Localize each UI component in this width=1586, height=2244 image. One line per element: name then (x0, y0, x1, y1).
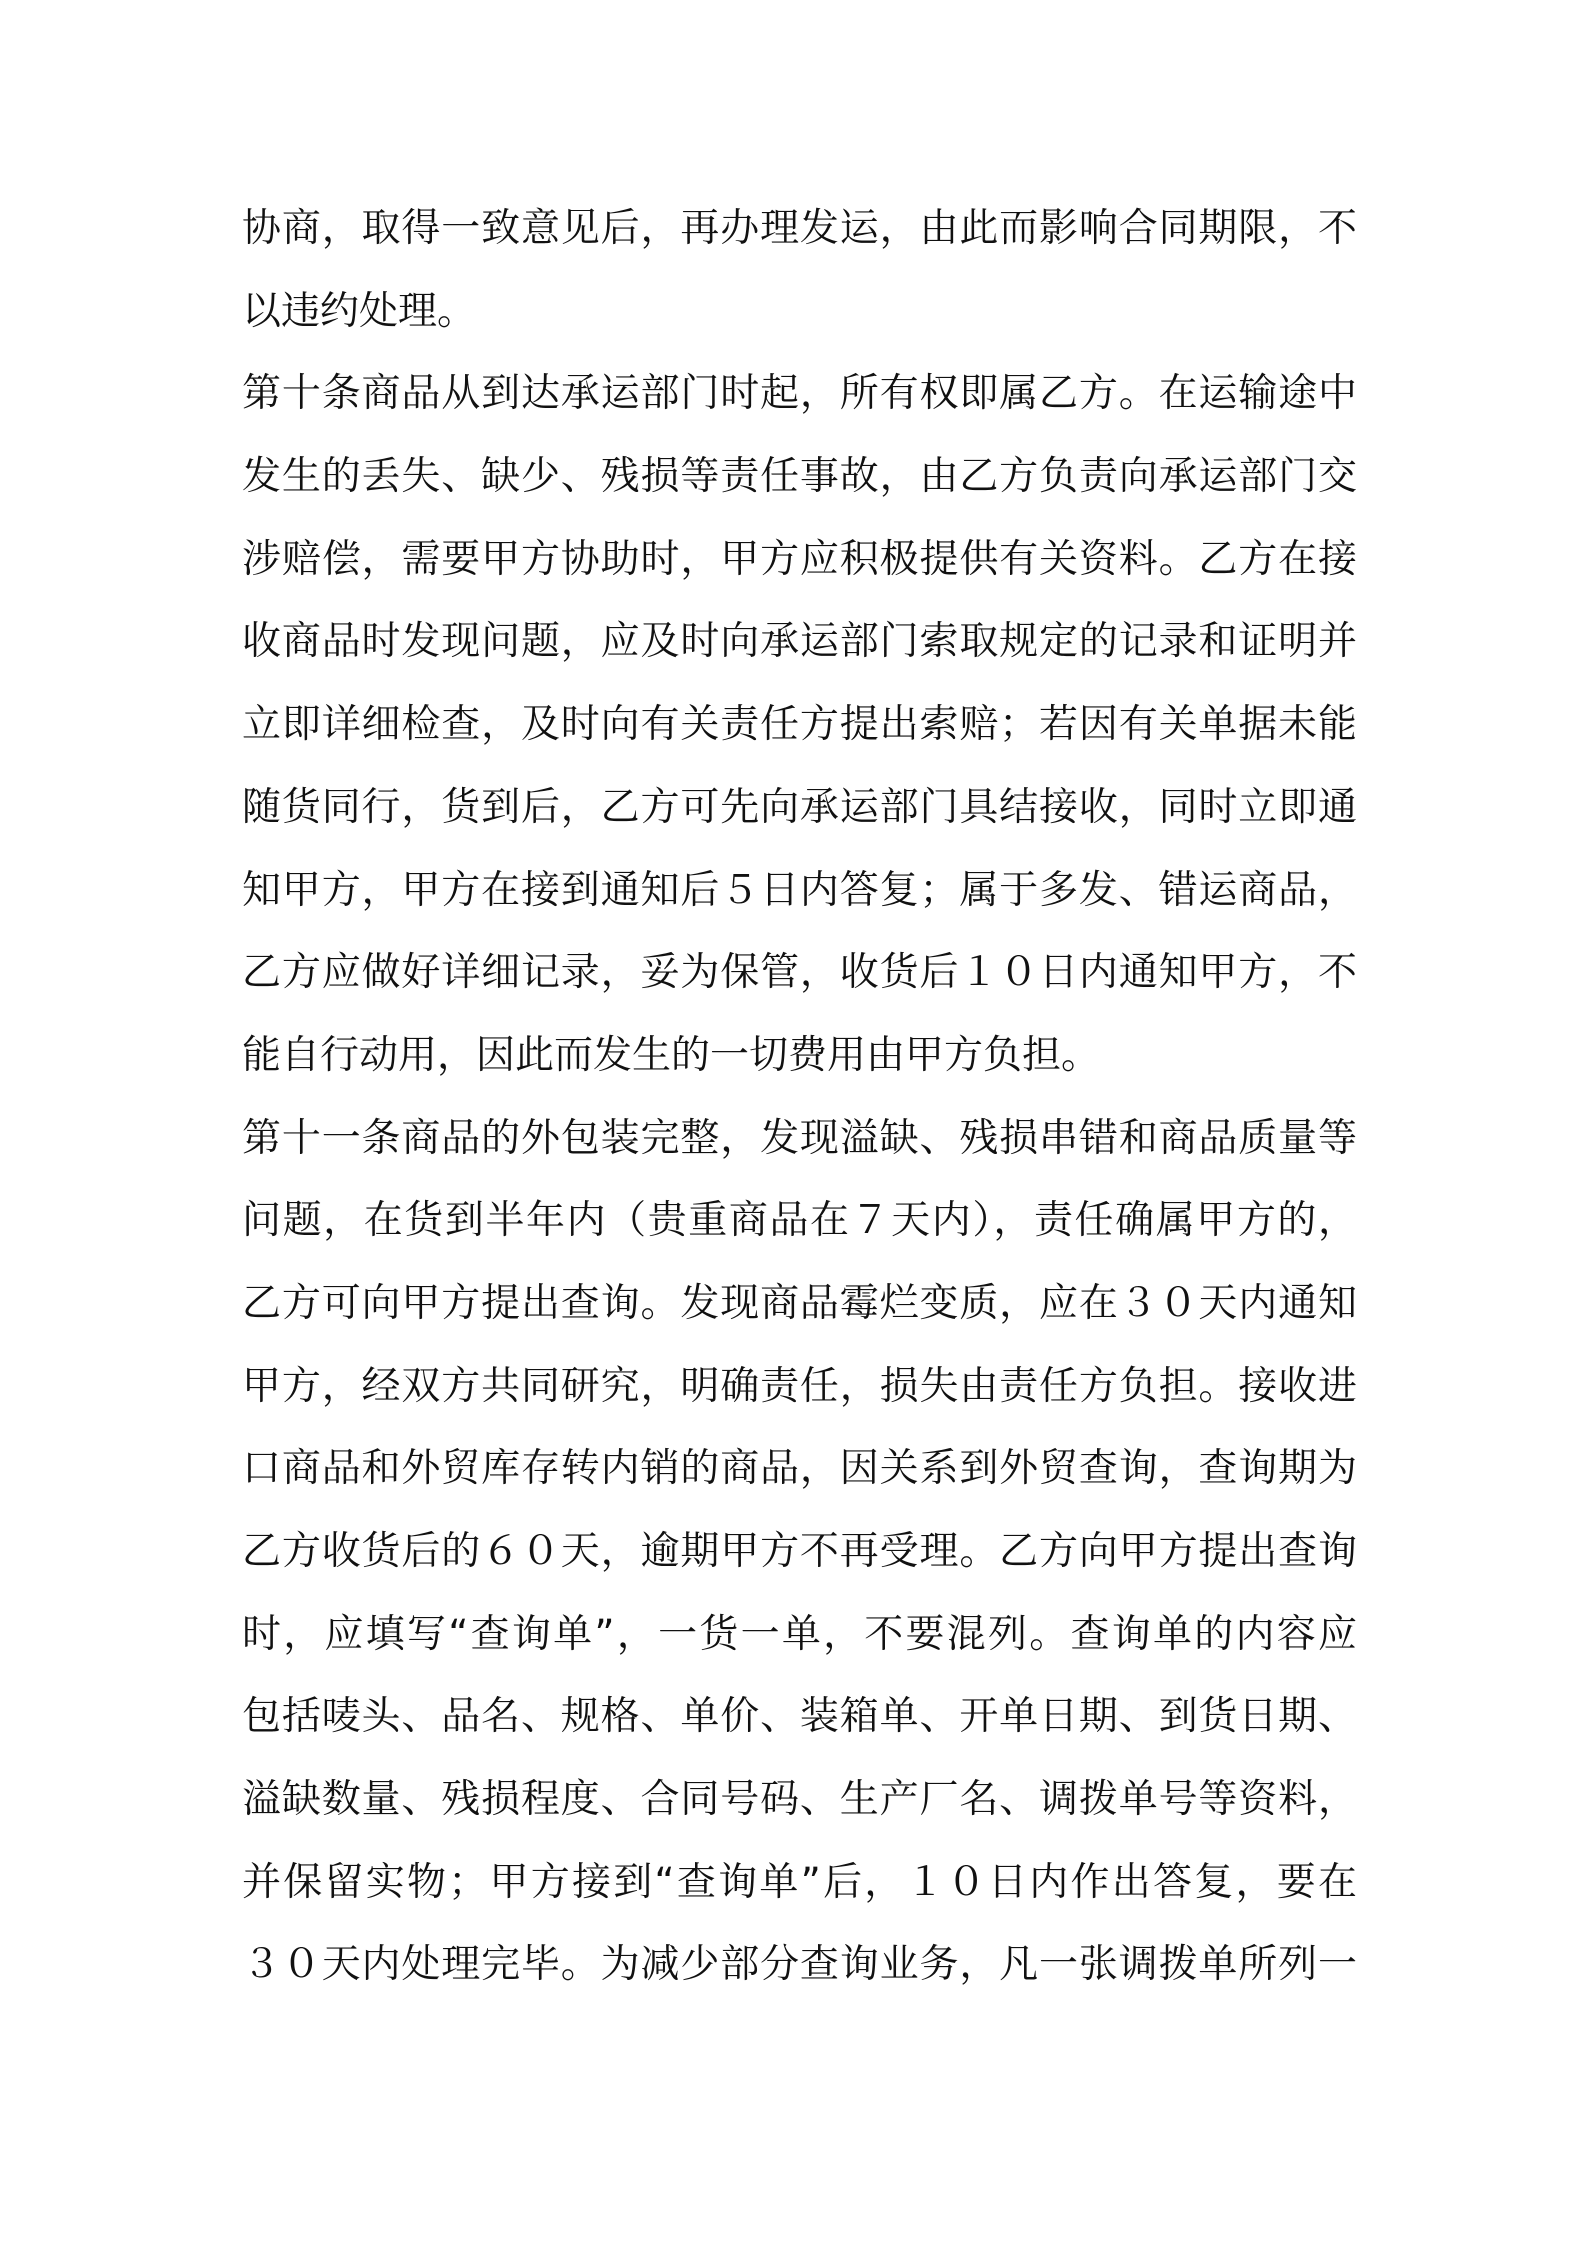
text-line: 随货同行，货到后，乙方可先向承运部门具结接收，同时立即通 (242, 784, 1357, 830)
text-line: 乙方应做好详细记录，妥为保管，收货后１０日内通知甲方，不 (242, 950, 1357, 996)
text-line: 能自行动用，因此而发生的一切费用由甲方负担。 (242, 1032, 1101, 1078)
text-line: 口商品和外贸库存转内销的商品，因关系到外贸查询，查询期为 (242, 1446, 1357, 1492)
text-line: 发生的丢失、缺少、残损等责任事故，由乙方负责向承运部门交 (242, 454, 1357, 500)
text-line: 知甲方，甲方在接到通知后５日内答复；属于多发、错运商品， (242, 867, 1357, 913)
text-line: 协商，取得一致意见后，再办理发运，由此而影响合同期限，不 (242, 206, 1357, 251)
contract-text (242, 188, 1357, 2007)
text-line: 甲方，经双方共同研究，明确责任，损失由责任方负担。接收进 (242, 1363, 1357, 1409)
text-line: 乙方可向甲方提出查询。发现商品霉烂变质，应在３０天内通知 (242, 1280, 1357, 1326)
text-line: ３０天内处理完毕。为减少部分查询业务，凡一张调拨单所列一 (242, 1942, 1357, 1988)
text-line: 并保留实物；甲方接到“查询单”后，１０日内作出答复，要在 (242, 1859, 1357, 1905)
text-line: 涉赔偿，需要甲方协助时，甲方应积极提供有关资料。乙方在接 (242, 536, 1357, 582)
text-line: 第十条商品从到达承运部门时起，所有权即属乙方。在运输途中 (242, 371, 1357, 417)
text-line: 问题，在货到半年内（贵重商品在７天内），责任确属甲方的， (242, 1198, 1357, 1244)
text-line: 第十一条商品的外包装完整，发现溢缺、残损串错和商品质量等 (242, 1115, 1357, 1161)
text-line: 包括唛头、品名、规格、单价、装箱单、开单日期、到货日期、 (242, 1694, 1357, 1740)
text-line: 时，应填写“查询单”，一货一单，不要混列。查询单的内容应 (242, 1611, 1357, 1657)
text-line: 立即详细检查，及时向有关责任方提出索赔；若因有关单据未能 (242, 702, 1357, 748)
text-line: 乙方收货后的６０天，逾期甲方不再受理。乙方向甲方提出查询 (242, 1529, 1357, 1574)
text-line: 溢缺数量、残损程度、合同号码、生产厂名、调拨单号等资料， (242, 1777, 1357, 1823)
text-line: 以违约处理。 (242, 288, 477, 334)
text-line: 收商品时发现问题，应及时向承运部门索取规定的记录和证明并 (242, 619, 1357, 665)
